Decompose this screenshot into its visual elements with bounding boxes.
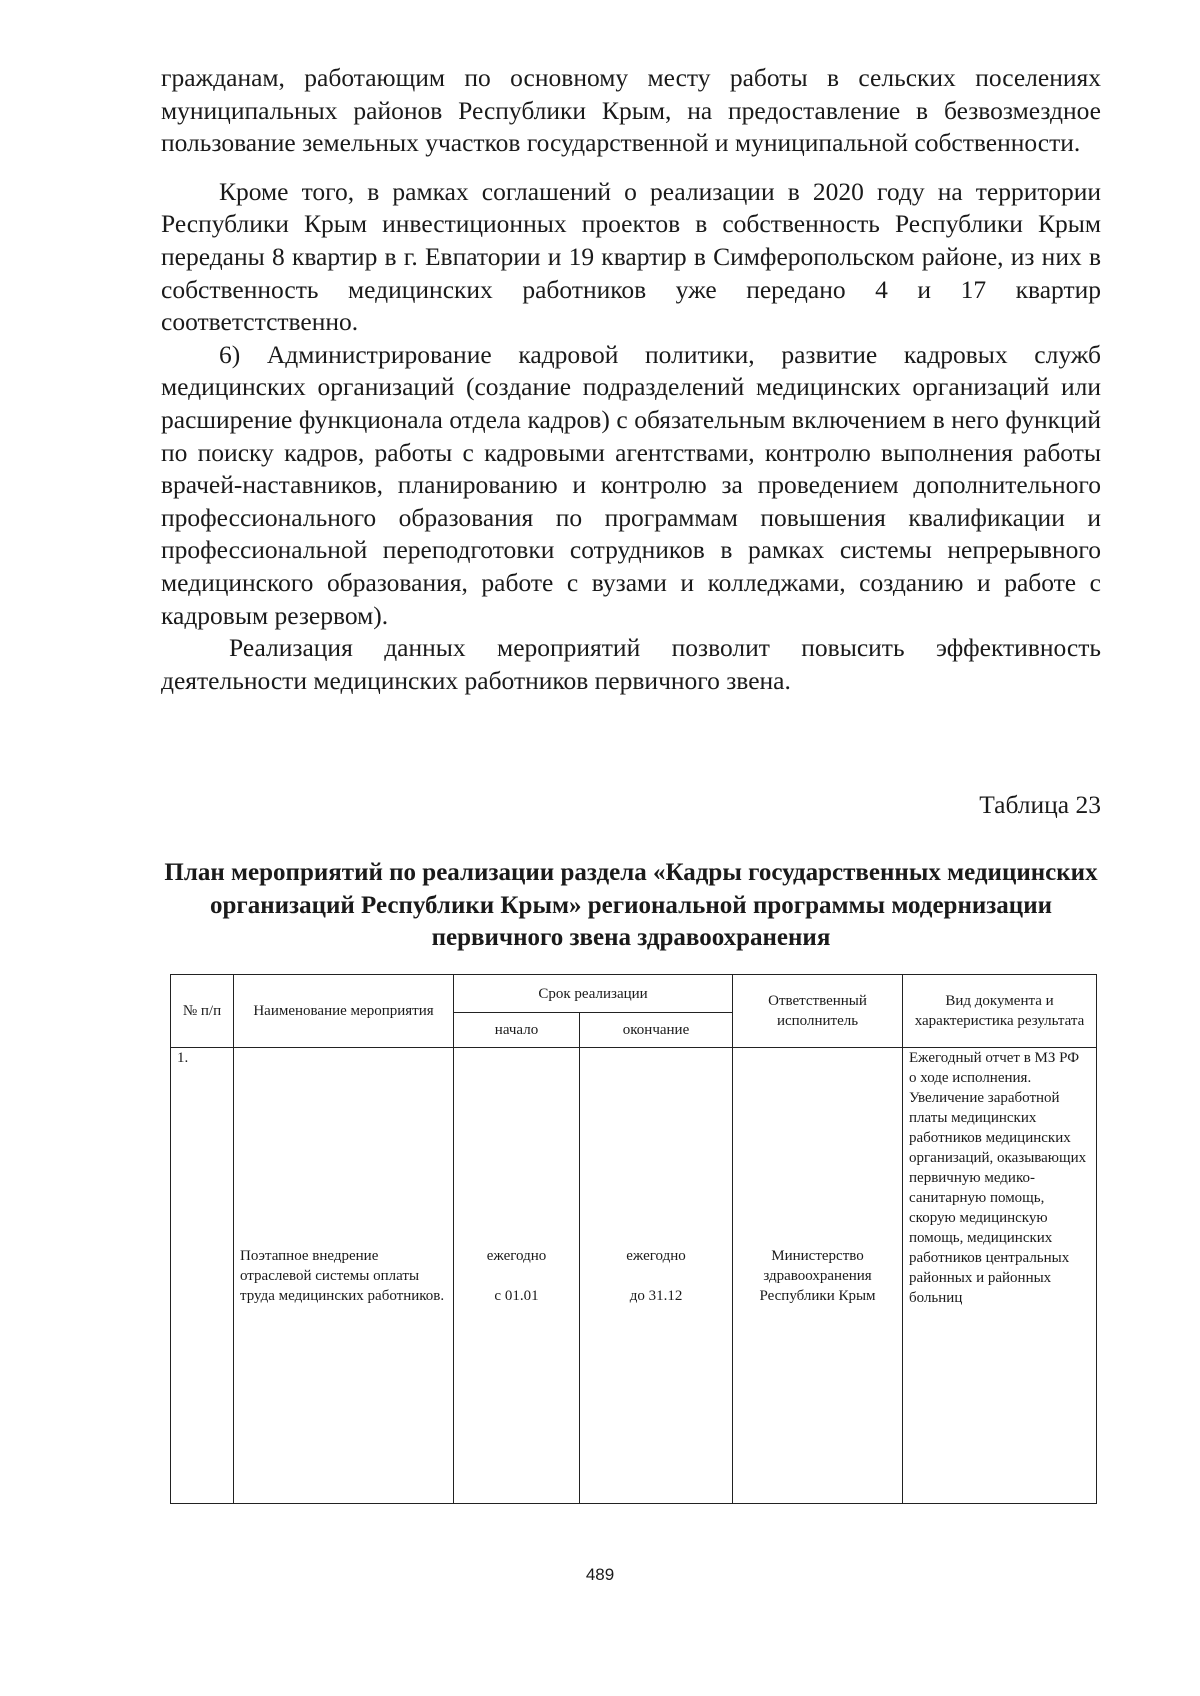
header-num: № п/п bbox=[171, 975, 234, 1048]
cell-end-line1: ежегодно bbox=[626, 1247, 686, 1264]
header-start: начало bbox=[454, 1013, 580, 1048]
cell-start bbox=[454, 1048, 580, 1504]
cell-num: 1. bbox=[171, 1048, 234, 1504]
cell-name: Поэтапное внедрение отраслевой системы оплаты труда медицинских работников. bbox=[234, 1048, 454, 1504]
table-label: Таблица 23 bbox=[979, 790, 1101, 819]
header-term: Срок реализации bbox=[454, 975, 733, 1013]
header-name: Наименование мероприятия bbox=[234, 975, 454, 1048]
plan-table bbox=[170, 974, 1097, 1504]
cell-executor: Министерство здравоохранения Республики Крым bbox=[733, 1048, 903, 1504]
paragraph-hr-administration: 6) Администрирование кадровой политики, развитие кадровых служб медицинских организаций (создание подразделений медицинских организаций или расширение функционала отдела кадров) с обязательным включением в него функций по поиску кадров, работы с кадровыми агентствами, контролю выполнения работы врачей-наставников, планированию и контролю за проведением дополнительного профессионального образования по программам повышения квалификации и профессиональной переподготовки сотрудников в рамках системы непрерывного медицинского образования, работе с вузами и колледжами, созданию и работе с кадровым резервом). bbox=[161, 339, 1101, 630]
paragraph-apartments: Кроме того, в рамках соглашений о реализации в 2020 году на территории Республики Крым инвестиционных проектов в собственность Республики Крым переданы 8 квартир в г. Евпатории и 19 квартир в Симферопольском районе, из них в собственность медицинских работников уже передано 4 и 17 квартир соответстственно. bbox=[161, 176, 1101, 337]
cell-end bbox=[580, 1048, 733, 1504]
table-row bbox=[171, 1048, 1097, 1504]
paragraph-continuation: гражданам, работающим по основному месту работы в сельских поселениях муниципальных районов Республики Крым, на предоставление в безвозмездное пользование земельных участков государственной и муниципальной собственности. bbox=[161, 63, 1101, 158]
header-result: Вид документа и характеристика результата bbox=[903, 975, 1097, 1048]
header-executor: Ответственный исполнитель bbox=[733, 975, 903, 1048]
cell-result: Ежегодный отчет в МЗ РФ о ходе исполнения. Увеличение заработной платы медицинских работников медицинских организаций, оказывающих первичную медико-санитарную помощь, скорую медицинскую помощь, медицинских работников центральных районных и районных больниц bbox=[903, 1048, 1097, 1504]
cell-end-line2: до 31.12 bbox=[629, 1287, 683, 1304]
cell-start-line1: ежегодно bbox=[486, 1247, 547, 1264]
plan-title: План мероприятий по реализации раздела «Кадры государственных медицинских организаций Республики Крым» региональной программы модернизации первичного звена здравоохранения bbox=[164, 859, 1098, 951]
page-number: 489 bbox=[585, 1565, 615, 1584]
paragraph-conclusion: Реализация данных мероприятий позволит повысить эффективность деятельности медицинских работников первичного звена. bbox=[161, 633, 1101, 695]
cell-start-line2: с 01.01 bbox=[494, 1287, 539, 1304]
body-text bbox=[161, 62, 1101, 697]
header-end: окончание bbox=[580, 1013, 733, 1048]
